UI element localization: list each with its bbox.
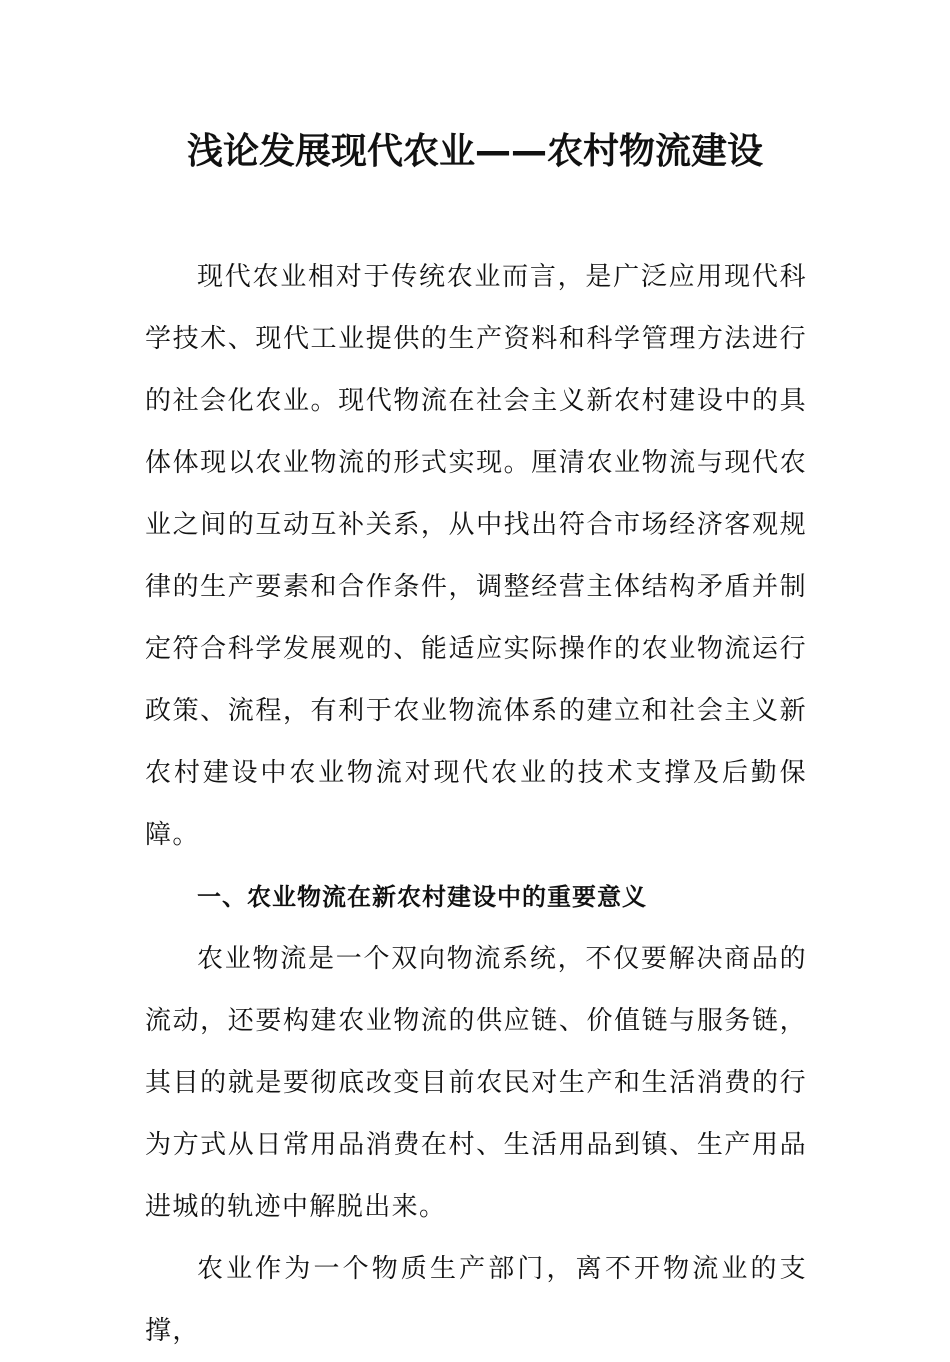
document-body (145, 246, 807, 1362)
section-heading: 一、农业物流在新农村建设中的重要意义 (197, 883, 647, 911)
intro-paragraph: 现代农业相对于传统农业而言，是广泛应用现代科学技术、现代工业提供的生产资料和科学管理方法进行的社会化农业。现代物流在社会主义新农村建设中的具体体现以农业物流的形式实现。厘清农业物流与现代农业之间的互动互补关系，从中找出符合市场经济客观规律的生产要素和合作条件，调整经营主体结构矛盾并制定符合科学发展观的、能适应实际操作的农业物流运行政策、流程，有利于农业物流体系的建立和社会主义新农村建设中农业物流对现代农业的技术支撑及后勤保障。 (145, 262, 807, 850)
section-paragraph-1: 农业物流是一个双向物流系统，不仅要解决商品的流动，还要构建农业物流的供应链、价值链与服务链，其目的就是要彻底改变目前农民对生产和生活消费的行为方式从日常用品消费在村、生活用品到镇、生产用品进城的轨迹中解脱出来。 (145, 944, 807, 1222)
document-title: 浅论发展现代农业——农村物流建设 (186, 131, 763, 172)
section-paragraph-2: 农业作为一个物质生产部门，离不开物流业的支撑， (145, 1254, 807, 1346)
